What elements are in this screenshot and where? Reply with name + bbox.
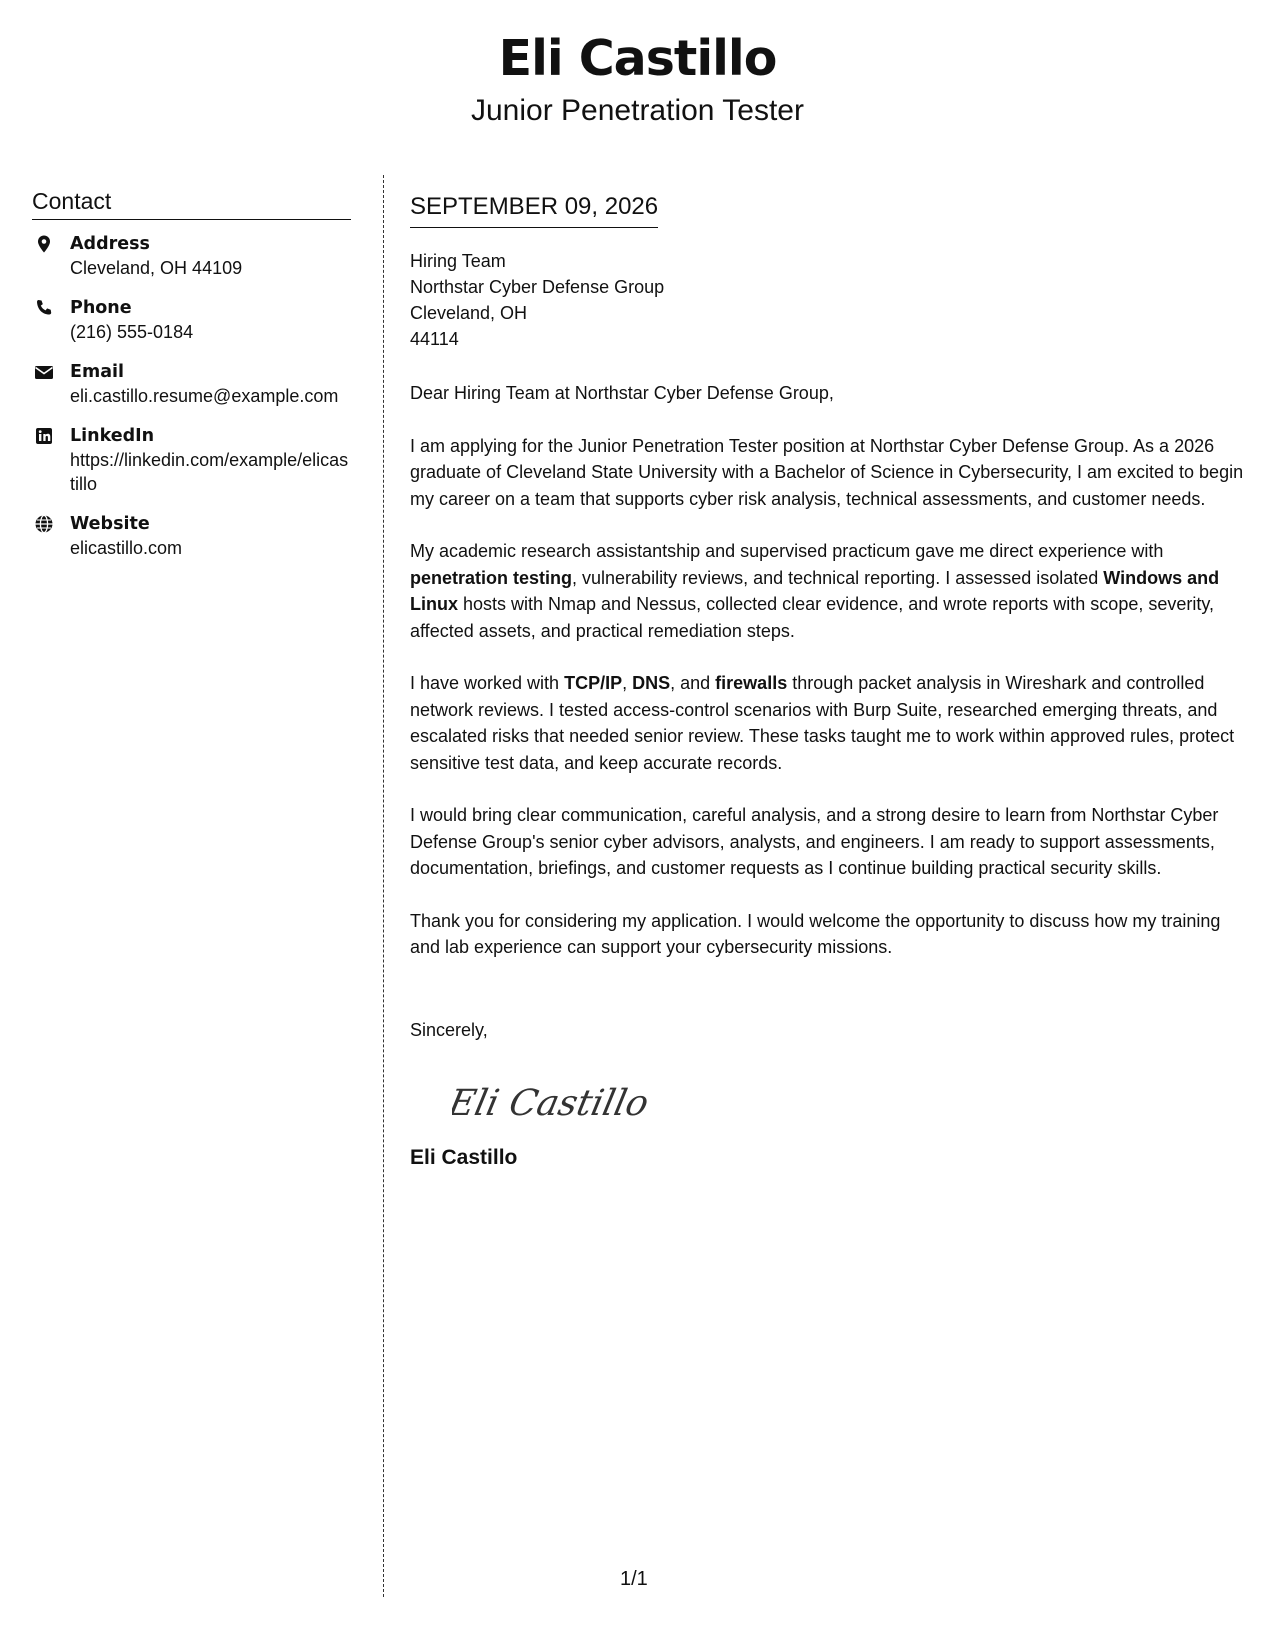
linkedin-icon bbox=[34, 426, 54, 446]
contact-label: Phone bbox=[70, 298, 132, 318]
job-title: Junior Penetration Tester bbox=[471, 94, 804, 127]
envelope-icon bbox=[34, 362, 54, 382]
emphasis-text: firewalls bbox=[715, 673, 788, 693]
paragraph-text: hosts with Nmap and Nessus, collected clear evidence, and wrote reports with scope, severity, affected assets, and practical remediation steps. bbox=[410, 594, 1215, 641]
body-paragraph bbox=[410, 670, 1255, 776]
signature-image bbox=[452, 1071, 1255, 1131]
contact-label: Address bbox=[70, 234, 150, 254]
signature-text: Eli Castillo bbox=[452, 1081, 653, 1124]
contact-value[interactable]: https://linkedin.com/example/elicastillo bbox=[70, 450, 349, 494]
contact-email bbox=[32, 360, 351, 408]
signed-name: Eli Castillo bbox=[410, 1146, 518, 1169]
contact-value[interactable]: eli.castillo.resume@example.com bbox=[70, 386, 339, 406]
column-divider bbox=[383, 175, 384, 1597]
contact-sidebar bbox=[32, 188, 351, 576]
recipient-line: Northstar Cyber Defense Group bbox=[410, 277, 665, 297]
recipient-block bbox=[410, 248, 1255, 352]
paragraph-text: Thank you for considering my application. I would welcome the opportunity to discuss how my training and lab experience can support your cybersecurity missions. bbox=[410, 910, 1221, 957]
contact-phone bbox=[32, 296, 351, 344]
contact-value: (216) 555-0184 bbox=[70, 322, 194, 342]
emphasis-text: DNS bbox=[632, 673, 671, 693]
paragraph-text: My academic research assistantship and supervised practicum gave me direct experience with bbox=[410, 541, 1164, 561]
globe-icon bbox=[34, 514, 54, 534]
paragraph-text: I would bring clear communication, careful analysis, and a strong desire to learn from Northstar Cyber Defense Group's senior cyber advisors, analysts, and engineers. I am ready to support assessments, documentation, briefings, and customer requests as I continue building practical security skills. bbox=[410, 805, 1219, 878]
body-paragraph bbox=[410, 802, 1255, 882]
contact-linkedin bbox=[32, 424, 351, 496]
contact-label: LinkedIn bbox=[70, 426, 155, 446]
paragraph-text: I am applying for the Junior Penetration Tester position at Northstar Cyber Defense Group. As a 2026 graduate of Cleveland State University with a Bachelor of Science in Cybersecurity, I am excited to begin my career on a team that supports cyber risk analysis, technical assessments, and customer needs. bbox=[410, 435, 1244, 509]
letter-body bbox=[410, 193, 1255, 1172]
phone-icon bbox=[34, 298, 54, 318]
body-paragraph bbox=[410, 433, 1255, 513]
recipient-line: 44114 bbox=[410, 329, 459, 349]
letter-date: SEPTEMBER 09, 2026 bbox=[410, 193, 658, 228]
body-paragraph bbox=[410, 538, 1255, 644]
paragraph-text: I have worked with bbox=[410, 673, 565, 693]
recipient-line: Cleveland, OH bbox=[410, 303, 528, 323]
paragraph-text: through packet analysis in Wireshark and controlled network reviews. I tested access-control scenarios with Burp Suite, researched emerging threats, and escalated risks that needed senior review. These tasks taught me to work within approved rules, protect sensitive test data, and keep accurate records. bbox=[410, 673, 1235, 773]
emphasis-text: TCP/IP bbox=[564, 673, 623, 693]
contact-value[interactable]: elicastillo.com bbox=[70, 538, 183, 558]
emphasis-text: penetration testing bbox=[410, 567, 573, 588]
paragraph-text: , and bbox=[670, 673, 716, 693]
page-number: 1/1 bbox=[620, 1568, 648, 1590]
paragraph-text: , bbox=[622, 673, 633, 693]
emphasis-text: Windows and Linux bbox=[410, 567, 1220, 614]
applicant-name: Eli Castillo bbox=[498, 30, 777, 87]
salutation: Dear Hiring Team at Northstar Cyber Defense Group, bbox=[410, 383, 834, 403]
recipient-line: Hiring Team bbox=[410, 251, 506, 271]
contact-heading: Contact bbox=[32, 188, 351, 220]
contact-label: Website bbox=[70, 514, 150, 534]
map-pin-icon bbox=[34, 234, 54, 254]
contact-value: Cleveland, OH 44109 bbox=[70, 258, 243, 278]
body-paragraph bbox=[410, 908, 1255, 961]
letter-paragraphs bbox=[410, 433, 1255, 961]
contact-address bbox=[32, 232, 351, 280]
closing: Sincerely, bbox=[410, 1019, 488, 1040]
contact-label: Email bbox=[70, 362, 124, 382]
contact-website bbox=[32, 512, 351, 560]
paragraph-text: , vulnerability reviews, and technical reporting. I assessed isolated bbox=[572, 567, 1104, 588]
